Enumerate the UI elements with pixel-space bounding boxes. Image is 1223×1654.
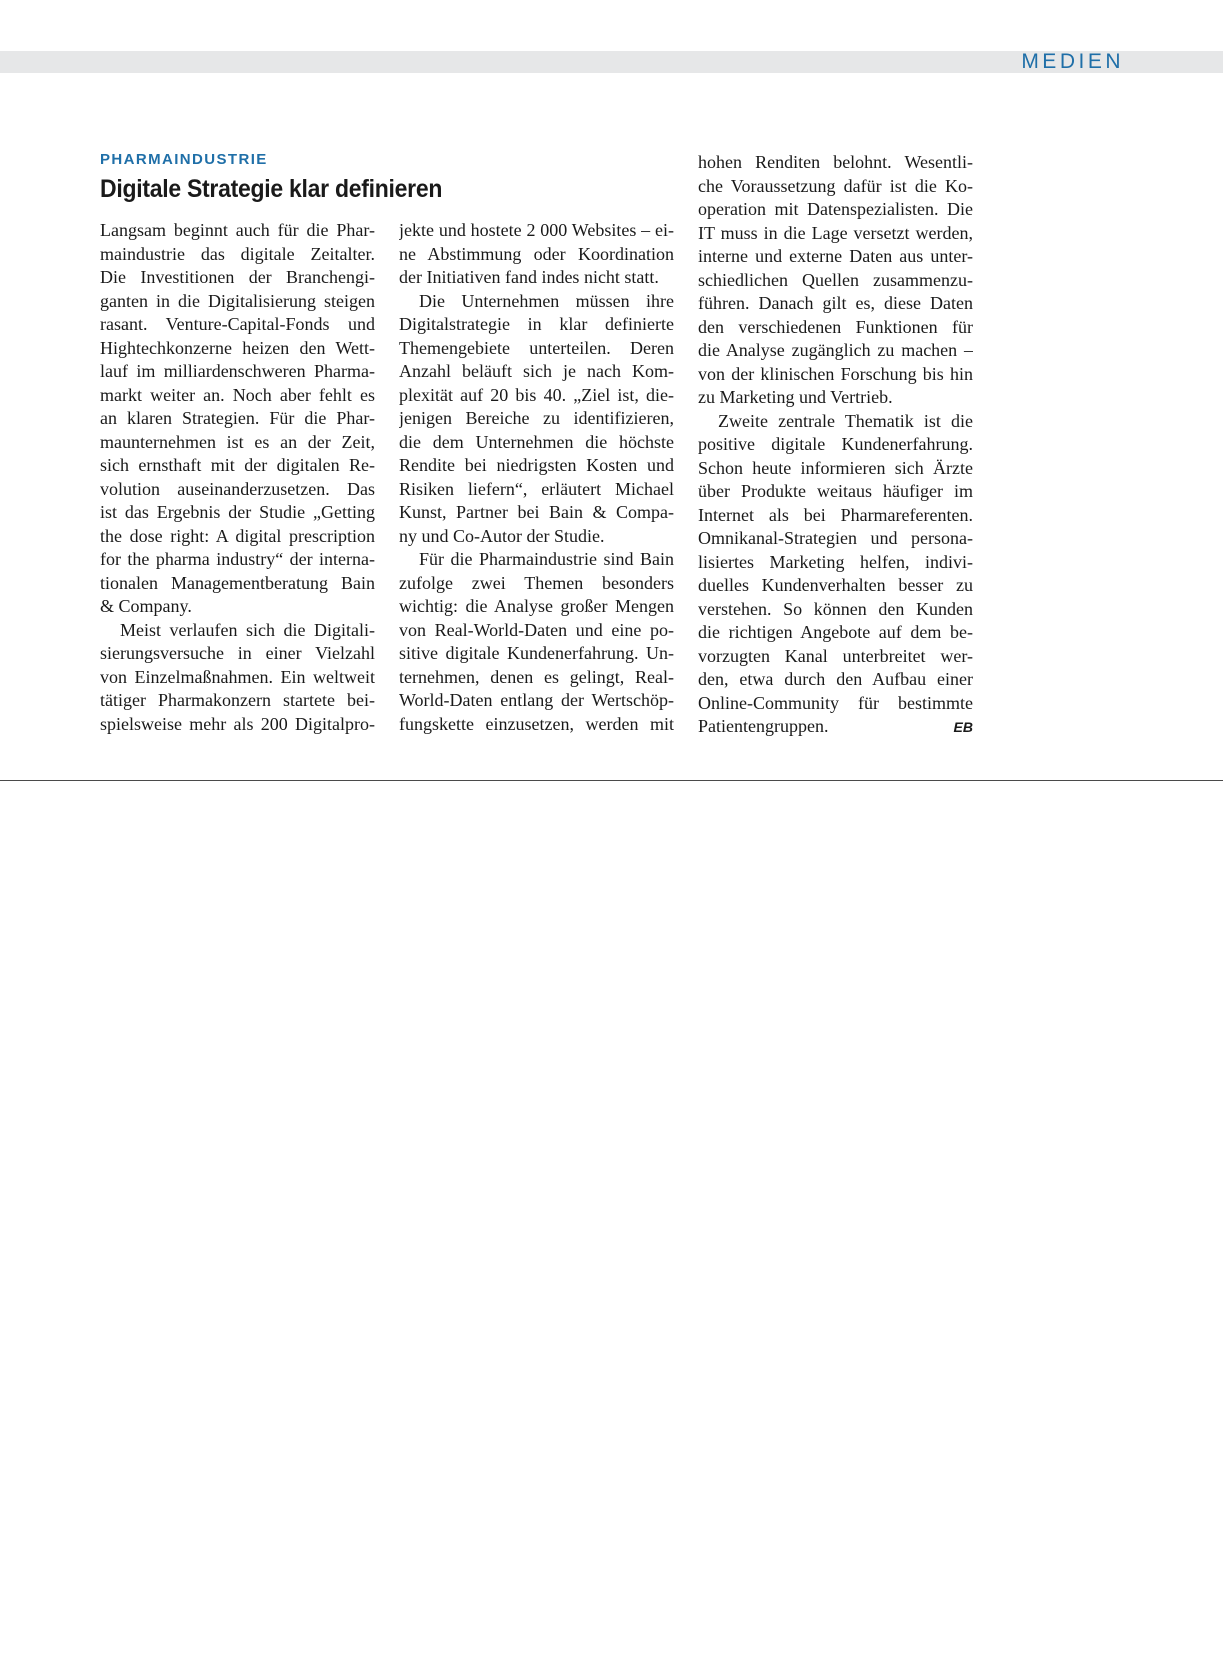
text-line: World-Daten entlang der Wertschöp- [399,690,674,710]
text-line: tätiger Pharmakonzern startete bei- [100,690,375,710]
text-line: Die Unternehmen müssen ihre [419,290,674,311]
article-column-2 [399,219,674,736]
text-line: markt weiter an. Noch aber fehlt es [100,384,375,405]
text-line: Schon heute informieren sich Ärzte [698,457,973,478]
text-line: Omnikanal-Strategien und persona- [698,528,973,548]
text-line: Rendite bei niedrigsten Kosten und [399,455,674,475]
text-line: sierungsversuche in einer Vielzahl [100,643,375,663]
author-byline: EB [953,719,973,735]
text-line: von Real-World-Daten und eine po- [399,619,674,640]
text-line: sitive digitale Kundenerfahrung. Un- [399,643,674,663]
text-line: for the pharma industry“ der interna- [100,549,375,569]
text-line: die richtigen Angebote auf dem be- [698,622,973,642]
line-text: Patientengruppen. [698,716,829,736]
text-line: Langsam beginnt auch für die Phar- [100,220,375,240]
text-line: Meist verlaufen sich die Digitali- [120,619,375,640]
text-line: Zweite zentrale Thematik ist die [718,410,973,431]
article-kicker: PHARMAINDUSTRIE [100,151,268,168]
text-line: spielsweise mehr als 200 Digitalpro- [100,713,375,734]
text-line: IT muss in die Lage versetzt werden, [698,222,973,243]
text-line: Kunst, Partner bei Bain & Compa- [399,502,674,522]
text-line: maindustrie das digitale Zeitalter. [100,243,375,264]
article-headline: Digitale Strategie klar definieren [100,175,443,203]
text-line: volution auseinanderzusetzen. Das [100,478,375,499]
text-line: an klaren Strategien. Für die Phar- [100,408,375,428]
text-line: Die Investitionen der Branchengi- [100,267,375,287]
text-line: vorzugten Kanal unterbreitet wer- [698,645,973,666]
text-line: tionalen Managementberatung Bain [100,572,375,593]
text-line: Hightechkonzerne heizen den Wett- [100,337,375,358]
text-line: plexität auf 20 bis 40. „Ziel ist, die- [399,384,674,405]
article-column-3 [698,151,973,739]
text-line: maunternehmen ist es an der Zeit, [100,431,375,452]
text-line: den verschiedenen Funktionen für [698,316,973,337]
text-line: wichtig: die Analyse großer Mengen [399,596,674,616]
article-column-1 [100,219,375,736]
text-line: ny und Co-Autor der Studie. [399,525,605,546]
text-line: jenigen Bereiche zu identifizieren, [399,408,674,428]
text-line: interne und externe Daten aus unter- [698,246,973,266]
text-line: Anzahl beläuft sich je nach Kom- [399,361,674,381]
text-line: schiedlichen Quellen zusammenzu- [698,269,973,290]
text-line: von Einzelmaßnahmen. Ein weltweit [100,666,375,687]
text-line: ganten in die Digitalisierung steigen [100,290,375,311]
text-line: Risiken liefern“, erläutert Michael [399,478,674,499]
text-line: sich ernsthaft mit der digitalen Re- [100,455,375,475]
text-line: lauf im milliardenschweren Pharma- [100,361,375,381]
text-line: führen. Danach gilt es, diese Daten [698,293,973,313]
text-line: hohen Renditen belohnt. Wesentli- [698,152,973,172]
text-line: den, etwa durch den Aufbau einer [698,669,973,689]
text-line: rasant. Venture-Capital-Fonds und [100,314,375,334]
text-line: Internet als bei Pharmareferenten. [698,504,973,525]
text-line: der Initiativen fand indes nicht statt. [399,267,659,287]
text-line: fungskette einzusetzen, werden mit [399,713,674,734]
text-line: die Analyse zugänglich zu machen – [698,340,973,360]
text-line: verstehen. So können den Kunden [698,598,973,619]
text-line: zu Marketing und Vertrieb. [698,387,893,407]
text-line: lisiertes Marketing helfen, indivi- [698,551,973,572]
text-line: die dem Unternehmen die höchste [399,431,674,452]
text-line: jekte und hostete 2 000 Websites – ei- [399,220,674,240]
text-line: ternehmen, denen es gelingt, Real- [399,666,674,687]
text-line: Online-Community für bestimmte [698,692,973,713]
bottom-rule [0,780,1223,781]
text-line: ne Abstimmung oder Koordination [399,243,674,264]
section-label: MEDIEN [1021,50,1124,73]
text-line: duelles Kundenverhalten besser zu [698,575,973,595]
text-line: & Company. [100,596,192,616]
text-line: che Voraussetzung dafür ist die Ko- [698,175,973,196]
text-line: positive digitale Kundenerfahrung. [698,434,973,454]
text-line: Für die Pharmaindustrie sind Bain [419,549,674,569]
text-line: Digitalstrategie in klar definierte [399,314,674,334]
text-line: über Produkte weitaus häufiger im [698,481,973,501]
text-line: zufolge zwei Themen besonders [399,572,674,593]
text-line [698,715,973,739]
text-line: the dose right: A digital prescription [100,525,375,546]
text-line: Themengebiete unterteilen. Deren [399,337,674,358]
text-line: ist das Ergebnis der Studie „Getting [100,502,375,522]
text-line: operation mit Datenspezialisten. Die [698,199,973,219]
text-line: von der klinischen Forschung bis hin [698,363,973,384]
